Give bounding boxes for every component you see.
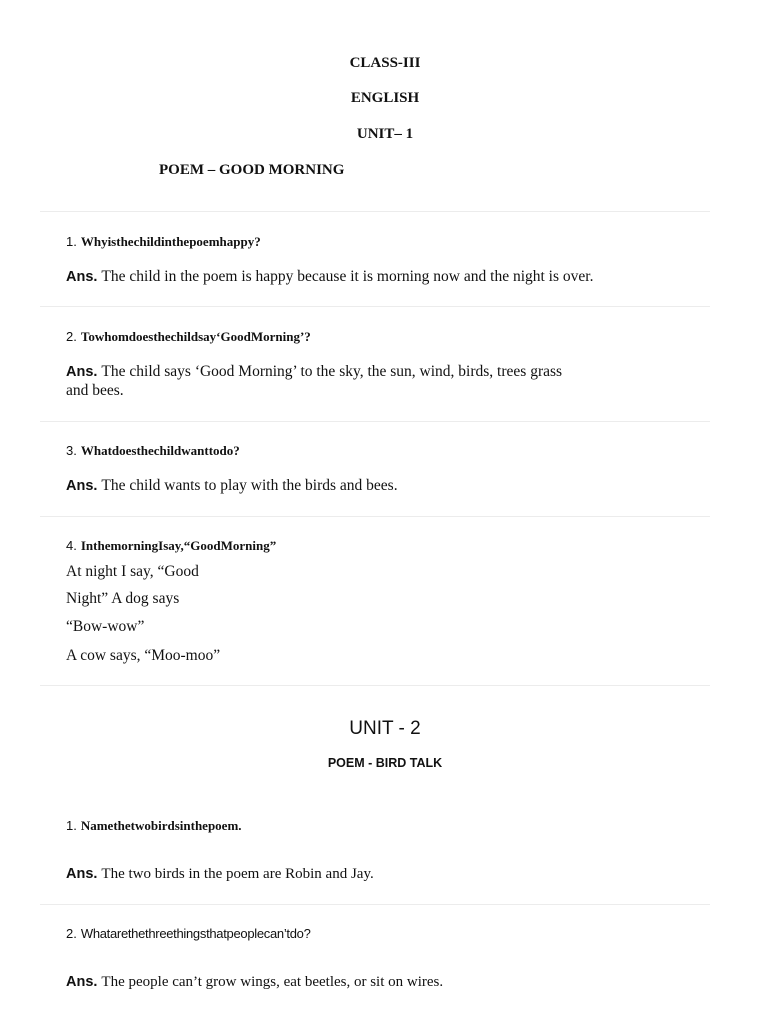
question-1 [66,233,261,251]
question-number: 4. [66,538,77,553]
question-number: 2. [66,926,77,941]
divider [40,516,710,517]
answer-1 [66,268,593,286]
class-heading: CLASS-III [349,55,421,71]
unit-2-heading: UNIT - 2 [349,718,421,739]
question-number: 1. [66,818,77,833]
divider [40,211,710,212]
answer-text: The two birds in the poem are Robin and Jay. [101,866,374,882]
answer-text: The child in the poem is happy because it is morning now and the night is over. [101,268,594,285]
question-text: Namethetwobirdsinthepoem. [80,818,242,833]
answer-text: The child wants to play with the birds and bees. [101,477,398,494]
poem-line: At night I say, “Good [66,563,199,580]
question-text: InthemorningIsay,“GoodMorning” [80,538,277,553]
question-4 [66,537,276,555]
divider [40,306,710,307]
question-2 [66,328,311,346]
answer-text: The people can’t grow wings, eat beetles, or sit on wires. [101,974,444,990]
unit-2-question-2 [66,925,311,943]
divider [40,904,710,905]
unit-2-poem-heading: POEM - BIRD TALK [327,756,443,770]
answer-label: Ans. [66,269,98,285]
answer-label: Ans. [66,866,98,882]
answer-label: Ans. [66,478,98,494]
divider [40,421,710,422]
answer-2 [66,363,562,381]
question-3 [66,442,240,460]
poem-heading: POEM – GOOD MORNING [159,162,345,178]
answer-3 [66,477,398,495]
question-text: Towhomdoesthechildsay‘GoodMorning’? [80,329,311,344]
unit-2-answer-2 [66,973,443,991]
poem-line: A cow says, “Moo-moo” [66,647,221,664]
poem-line: Night” A dog says [66,590,180,607]
answer-label: Ans. [66,974,98,990]
question-number: 2. [66,329,77,344]
divider [40,685,710,686]
question-text: Whyisthechildinthepoemhappy? [80,234,261,249]
unit-heading: UNIT– 1 [356,126,414,142]
unit-2-answer-1 [66,865,374,883]
subject-heading: ENGLISH [350,90,420,106]
poem-line: “Bow-wow” [66,618,145,635]
answer-text: The child says ‘Good Morning’ to the sky, the sun, wind, birds, trees grass [101,363,563,380]
answer-label: Ans. [66,364,98,380]
answer-2-continued: and bees. [66,382,124,399]
unit-2-question-1 [66,817,242,835]
question-number: 3. [66,443,77,458]
question-text: Whatdoesthechildwanttodo? [80,443,240,458]
question-text: Whatarethethreethingsthatpeoplecan’tdo? [80,926,311,941]
question-number: 1. [66,234,77,249]
